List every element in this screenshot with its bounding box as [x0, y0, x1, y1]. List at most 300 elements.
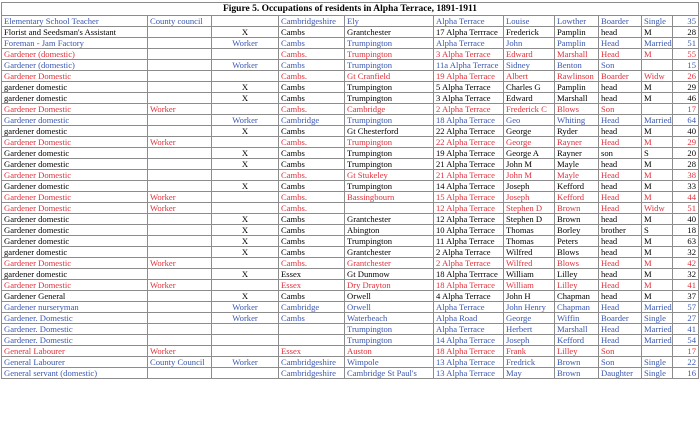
birth-county-cell: Cambs [279, 181, 345, 192]
occupation-cell: General Labourer [2, 346, 148, 357]
birth-place-cell: Trumpington [345, 181, 434, 192]
relation-cell: head [599, 93, 642, 104]
address-cell: 4 Alpha Terrace [434, 291, 504, 302]
relation-cell: head [599, 291, 642, 302]
age-cell: 63 [673, 236, 699, 247]
address-cell: 5 Alpha Terrace [434, 82, 504, 93]
address-cell: 14 Alpha Terrace [434, 181, 504, 192]
relation-cell: head [599, 159, 642, 170]
table-title: Figure 5. Occupations of residents in Alpha Terrace, 1891-1911 [1, 2, 699, 15]
employment-status-cell [212, 104, 279, 115]
occupation-cell: Elementary School Teacher [2, 16, 148, 27]
surname-cell: Borley [555, 225, 599, 236]
occupation-cell: Florist and Seedsman's Assistant [2, 27, 148, 38]
employment-status-cell [212, 368, 279, 379]
birth-place-cell: Trumpington [345, 60, 434, 71]
forename-cell: George [504, 313, 555, 324]
address-cell: 2 Alpha Terrace [434, 104, 504, 115]
forename-cell: Wilfred [504, 247, 555, 258]
relation-cell: Head [599, 38, 642, 49]
employer-cell: Worker [148, 346, 212, 357]
age-cell: 41 [673, 324, 699, 335]
relation-cell: Head [599, 258, 642, 269]
relation-cell: Son [599, 60, 642, 71]
address-cell: 13 Alpha Terrace [434, 357, 504, 368]
employment-status-cell [212, 49, 279, 60]
age-cell: 20 [673, 148, 699, 159]
age-cell: 32 [673, 247, 699, 258]
employer-cell [148, 60, 212, 71]
age-cell: 38 [673, 170, 699, 181]
employment-status-cell: Worker [212, 313, 279, 324]
relation-cell: Head [599, 115, 642, 126]
occupation-cell: Gardener domestic [2, 159, 148, 170]
birth-place-cell: Trumpington [345, 236, 434, 247]
age-cell: 46 [673, 93, 699, 104]
marital-status-cell: M [642, 49, 673, 60]
relation-cell: brother [599, 225, 642, 236]
age-cell: 35 [673, 16, 699, 27]
employer-cell [148, 313, 212, 324]
employment-status-cell [212, 324, 279, 335]
age-cell: 51 [673, 203, 699, 214]
birth-county-cell: Cambs [279, 38, 345, 49]
forename-cell: William [504, 280, 555, 291]
relation-cell: son [599, 148, 642, 159]
relation-cell: head [599, 82, 642, 93]
relation-cell: Head [599, 203, 642, 214]
marital-status-cell: M [642, 214, 673, 225]
marital-status-cell: M [642, 170, 673, 181]
forename-cell: Stephen D [504, 203, 555, 214]
forename-cell: Thomas [504, 236, 555, 247]
relation-cell: Head [599, 192, 642, 203]
table-row [2, 159, 699, 170]
table-row [2, 104, 699, 115]
birth-county-cell: Cambs [279, 82, 345, 93]
marital-status-cell: M [642, 159, 673, 170]
occupation-cell: General Labourer [2, 357, 148, 368]
marital-status-cell: M [642, 258, 673, 269]
surname-cell: Chapman [555, 302, 599, 313]
birth-place-cell: Grantchester [345, 27, 434, 38]
employment-status-cell [212, 280, 279, 291]
employment-status-cell: X [212, 181, 279, 192]
table-row [2, 214, 699, 225]
employer-cell [148, 49, 212, 60]
employment-status-cell [212, 192, 279, 203]
forename-cell: Louise [504, 16, 555, 27]
forename-cell: Sidney [504, 60, 555, 71]
birth-county-cell: Cambs [279, 236, 345, 247]
marital-status-cell: Single [642, 313, 673, 324]
age-cell: 26 [673, 71, 699, 82]
address-cell: Alpha Terrace [434, 38, 504, 49]
address-cell: 19 Alpha Terrace [434, 148, 504, 159]
birth-place-cell: Trumpington [345, 324, 434, 335]
relation-cell: Boarder [599, 16, 642, 27]
forename-cell: Stephen D [504, 214, 555, 225]
relation-cell: Head [599, 137, 642, 148]
relation-cell: head [599, 247, 642, 258]
birth-place-cell: Bassingbourn [345, 192, 434, 203]
birth-place-cell: Orwell [345, 291, 434, 302]
birth-county-cell: Cambs [279, 159, 345, 170]
employer-cell: Worker [148, 280, 212, 291]
employment-status-cell: X [212, 27, 279, 38]
marital-status-cell [642, 60, 673, 71]
address-cell: 17 Alpha Terrrace [434, 27, 504, 38]
birth-place-cell: Abington [345, 225, 434, 236]
birth-place-cell: Trumpington [345, 335, 434, 346]
marital-status-cell: M [642, 82, 673, 93]
address-cell: 10 Alpha Terrace [434, 225, 504, 236]
address-cell: 15 Alpha Terrace [434, 192, 504, 203]
employment-status-cell: X [212, 269, 279, 280]
occupations-table [1, 2, 699, 379]
surname-cell: Pamplin [555, 27, 599, 38]
occupation-cell: Gardener domestic [2, 214, 148, 225]
forename-cell: Herbert [504, 324, 555, 335]
table-row [2, 346, 699, 357]
surname-cell: Kefford [555, 335, 599, 346]
employer-cell [148, 27, 212, 38]
age-cell: 37 [673, 291, 699, 302]
table-row [2, 324, 699, 335]
employer-cell [148, 181, 212, 192]
occupation-cell: gardener domestic [2, 269, 148, 280]
relation-cell: head [599, 126, 642, 137]
address-cell: 2 Alpha Terrace [434, 247, 504, 258]
occupation-cell: Gardener (domestic) [2, 49, 148, 60]
occupation-cell: Gardener. Domestic [2, 335, 148, 346]
age-cell: 29 [673, 82, 699, 93]
employer-cell [148, 214, 212, 225]
table-row [2, 192, 699, 203]
age-cell: 17 [673, 346, 699, 357]
address-cell: Alpha Terrace [434, 324, 504, 335]
table-row [2, 247, 699, 258]
relation-cell: Boarder [599, 71, 642, 82]
address-cell: 18 Alpha Terrace [434, 115, 504, 126]
birth-place-cell: Trumpington [345, 82, 434, 93]
marital-status-cell: Married [642, 38, 673, 49]
birth-county-cell [279, 335, 345, 346]
employer-cell [148, 115, 212, 126]
age-cell: 29 [673, 137, 699, 148]
address-cell: 18 Alpha Terrrace [434, 269, 504, 280]
birth-county-cell: Cambridge [279, 302, 345, 313]
surname-cell: Brown [555, 214, 599, 225]
table-row [2, 93, 699, 104]
birth-place-cell: Gt Stukeley [345, 170, 434, 181]
age-cell: 55 [673, 49, 699, 60]
relation-cell: Head [599, 335, 642, 346]
address-cell: 19 Alpha Terrace [434, 71, 504, 82]
employer-cell: Worker [148, 203, 212, 214]
employer-cell [148, 93, 212, 104]
address-cell: 22 Alpha Terrace [434, 137, 504, 148]
employment-status-cell [212, 170, 279, 181]
relation-cell: Head [599, 302, 642, 313]
forename-cell: Frederick [504, 27, 555, 38]
employment-status-cell: X [212, 126, 279, 137]
occupation-cell: Gardener domestic [2, 181, 148, 192]
surname-cell: Lowther [555, 16, 599, 27]
surname-cell: Rayner [555, 137, 599, 148]
address-cell: 11 Alpha Terrace [434, 236, 504, 247]
forename-cell: John M [504, 159, 555, 170]
relation-cell: head [599, 236, 642, 247]
occupation-cell: Gardener domestic [2, 236, 148, 247]
birth-place-cell: Trumpington [345, 38, 434, 49]
birth-place-cell: Dry Drayton [345, 280, 434, 291]
marital-status-cell: Married [642, 324, 673, 335]
surname-cell: Blows [555, 258, 599, 269]
surname-cell: Mayle [555, 159, 599, 170]
surname-cell: Kefford [555, 181, 599, 192]
forename-cell: Albert [504, 71, 555, 82]
forename-cell: Edward [504, 49, 555, 60]
age-cell: 40 [673, 126, 699, 137]
employer-cell: Worker [148, 192, 212, 203]
birth-county-cell: Cambs [279, 93, 345, 104]
marital-status-cell: M [642, 181, 673, 192]
occupation-cell: General servant (domestic) [2, 368, 148, 379]
birth-county-cell: Cambridgeshire [279, 16, 345, 27]
forename-cell: George A [504, 148, 555, 159]
forename-cell: Geo [504, 115, 555, 126]
address-cell: Alpha Terrace [434, 16, 504, 27]
surname-cell: Chapman [555, 291, 599, 302]
surname-cell: Lilley [555, 280, 599, 291]
employment-status-cell [212, 71, 279, 82]
age-cell: 18 [673, 225, 699, 236]
birth-place-cell: Trumpington [345, 49, 434, 60]
table-row [2, 49, 699, 60]
birth-county-cell: Cambs [279, 60, 345, 71]
employment-status-cell [212, 16, 279, 27]
forename-cell: John [504, 38, 555, 49]
surname-cell: Marshall [555, 49, 599, 60]
forename-cell: Frank [504, 346, 555, 357]
employer-cell [148, 335, 212, 346]
employer-cell [148, 291, 212, 302]
address-cell: 21 Alpha Terrace [434, 159, 504, 170]
birth-county-cell: Cambs. [279, 170, 345, 181]
birth-place-cell: Orwell [345, 302, 434, 313]
birth-county-cell: Cambs [279, 27, 345, 38]
age-cell: 17 [673, 104, 699, 115]
age-cell: 64 [673, 115, 699, 126]
relation-cell: head [599, 181, 642, 192]
birth-place-cell: Ely [345, 16, 434, 27]
occupation-cell: Gardener Domestic [2, 104, 148, 115]
birth-place-cell: Trumpington [345, 148, 434, 159]
forename-cell: John M [504, 170, 555, 181]
age-cell: 15 [673, 60, 699, 71]
surname-cell: Lilley [555, 269, 599, 280]
forename-cell: Edward [504, 93, 555, 104]
address-cell: 14 Alpha Terrace [434, 335, 504, 346]
occupation-cell: Gardener Domestic [2, 137, 148, 148]
employer-cell [148, 38, 212, 49]
occupation-cell: Gardener Domestic [2, 170, 148, 181]
birth-county-cell: Cambs. [279, 258, 345, 269]
employment-status-cell: Worker [212, 357, 279, 368]
birth-place-cell: Trumpington [345, 115, 434, 126]
address-cell: 22 Alpha Terrace [434, 126, 504, 137]
address-cell: Alpha Terrace [434, 302, 504, 313]
birth-place-cell: Grantchester [345, 214, 434, 225]
birth-place-cell: Trumpington [345, 159, 434, 170]
table-row [2, 236, 699, 247]
birth-place-cell: Cambridge [345, 104, 434, 115]
birth-place-cell: Gt Chesterford [345, 126, 434, 137]
table-row [2, 357, 699, 368]
marital-status-cell [642, 104, 673, 115]
employment-status-cell: X [212, 159, 279, 170]
employment-status-cell: X [212, 225, 279, 236]
marital-status-cell: M [642, 236, 673, 247]
surname-cell: Pamplin [555, 82, 599, 93]
table-row [2, 60, 699, 71]
surname-cell: Whiting [555, 115, 599, 126]
birth-county-cell: Cambs [279, 313, 345, 324]
employer-cell [148, 368, 212, 379]
table-row [2, 313, 699, 324]
employment-status-cell: X [212, 291, 279, 302]
table-row [2, 16, 699, 27]
surname-cell: Marshall [555, 93, 599, 104]
age-cell: 44 [673, 192, 699, 203]
employer-cell: Worker [148, 104, 212, 115]
marital-status-cell: M [642, 137, 673, 148]
birth-county-cell: Essex [279, 269, 345, 280]
surname-cell: Lilley [555, 346, 599, 357]
birth-county-cell: Cambs. [279, 71, 345, 82]
employer-cell [148, 126, 212, 137]
forename-cell: Joseph [504, 181, 555, 192]
relation-cell: head [599, 27, 642, 38]
table-row [2, 302, 699, 313]
marital-status-cell: Single [642, 368, 673, 379]
employer-cell [148, 71, 212, 82]
marital-status-cell [642, 346, 673, 357]
birth-county-cell: Cambs. [279, 192, 345, 203]
forename-cell: May [504, 368, 555, 379]
birth-county-cell: Cambs. [279, 104, 345, 115]
occupation-cell: Gardener domestic [2, 148, 148, 159]
birth-place-cell [345, 203, 434, 214]
birth-county-cell: Essex [279, 346, 345, 357]
relation-cell: head [599, 214, 642, 225]
table-row [2, 115, 699, 126]
table-row [2, 368, 699, 379]
forename-cell: Wilfred [504, 258, 555, 269]
forename-cell: Charles G [504, 82, 555, 93]
surname-cell: Kefford [555, 192, 599, 203]
occupation-cell: Gardener nurseryman [2, 302, 148, 313]
marital-status-cell: S [642, 148, 673, 159]
surname-cell: Ryder [555, 126, 599, 137]
occupation-cell: Gardener Domestic [2, 71, 148, 82]
relation-cell: Boarder [599, 313, 642, 324]
age-cell: 16 [673, 368, 699, 379]
relation-cell: Head [599, 49, 642, 60]
table-row [2, 335, 699, 346]
occupation-cell: gardener domestic [2, 93, 148, 104]
employer-cell [148, 225, 212, 236]
occupation-cell: Gardener Domestic [2, 258, 148, 269]
table-row [2, 225, 699, 236]
employment-status-cell [212, 258, 279, 269]
surname-cell: Blows [555, 247, 599, 258]
marital-status-cell: Single [642, 357, 673, 368]
marital-status-cell: M [642, 27, 673, 38]
age-cell: 41 [673, 280, 699, 291]
table-row [2, 170, 699, 181]
birth-place-cell: Grantchester [345, 258, 434, 269]
occupation-cell: Gardener (domestic) [2, 60, 148, 71]
occupation-cell: Foreman - Jam Factory [2, 38, 148, 49]
employment-status-cell: Worker [212, 115, 279, 126]
relation-cell: Daughter [599, 368, 642, 379]
table-row [2, 203, 699, 214]
employment-status-cell [212, 335, 279, 346]
marital-status-cell: Married [642, 115, 673, 126]
age-cell: 28 [673, 159, 699, 170]
address-cell: Alpha Road [434, 313, 504, 324]
age-cell: 51 [673, 38, 699, 49]
employment-status-cell: X [212, 93, 279, 104]
employer-cell [148, 324, 212, 335]
occupation-cell: Gardener Domestic [2, 203, 148, 214]
birth-county-cell: Essex [279, 280, 345, 291]
employer-cell [148, 82, 212, 93]
marital-status-cell: Married [642, 335, 673, 346]
table-row [2, 181, 699, 192]
address-cell: 11a Alpha Terrace [434, 60, 504, 71]
birth-place-cell: Grantchester [345, 247, 434, 258]
address-cell: 3 Alpha Terrace [434, 49, 504, 60]
employment-status-cell: X [212, 148, 279, 159]
forename-cell: Joseph [504, 192, 555, 203]
birth-county-cell: Cambs [279, 214, 345, 225]
marital-status-cell: M [642, 192, 673, 203]
relation-cell: Head [599, 170, 642, 181]
forename-cell: George [504, 126, 555, 137]
birth-place-cell: Auston [345, 346, 434, 357]
occupation-cell: Gardener. Domestic [2, 313, 148, 324]
birth-place-cell: Wimpole [345, 357, 434, 368]
forename-cell: John H [504, 291, 555, 302]
surname-cell: Peters [555, 236, 599, 247]
employer-cell: County Council [148, 357, 212, 368]
birth-county-cell: Cambs [279, 291, 345, 302]
table-row [2, 82, 699, 93]
age-cell: 32 [673, 269, 699, 280]
table-row [2, 280, 699, 291]
surname-cell: Benton [555, 60, 599, 71]
employer-cell: County council [148, 16, 212, 27]
address-cell: 12 Alpha Terrace [434, 203, 504, 214]
age-cell: 22 [673, 357, 699, 368]
marital-status-cell: M [642, 269, 673, 280]
forename-cell: Frederick C [504, 104, 555, 115]
forename-cell: John Henry [504, 302, 555, 313]
address-cell: 3 Alpha Terrace [434, 93, 504, 104]
